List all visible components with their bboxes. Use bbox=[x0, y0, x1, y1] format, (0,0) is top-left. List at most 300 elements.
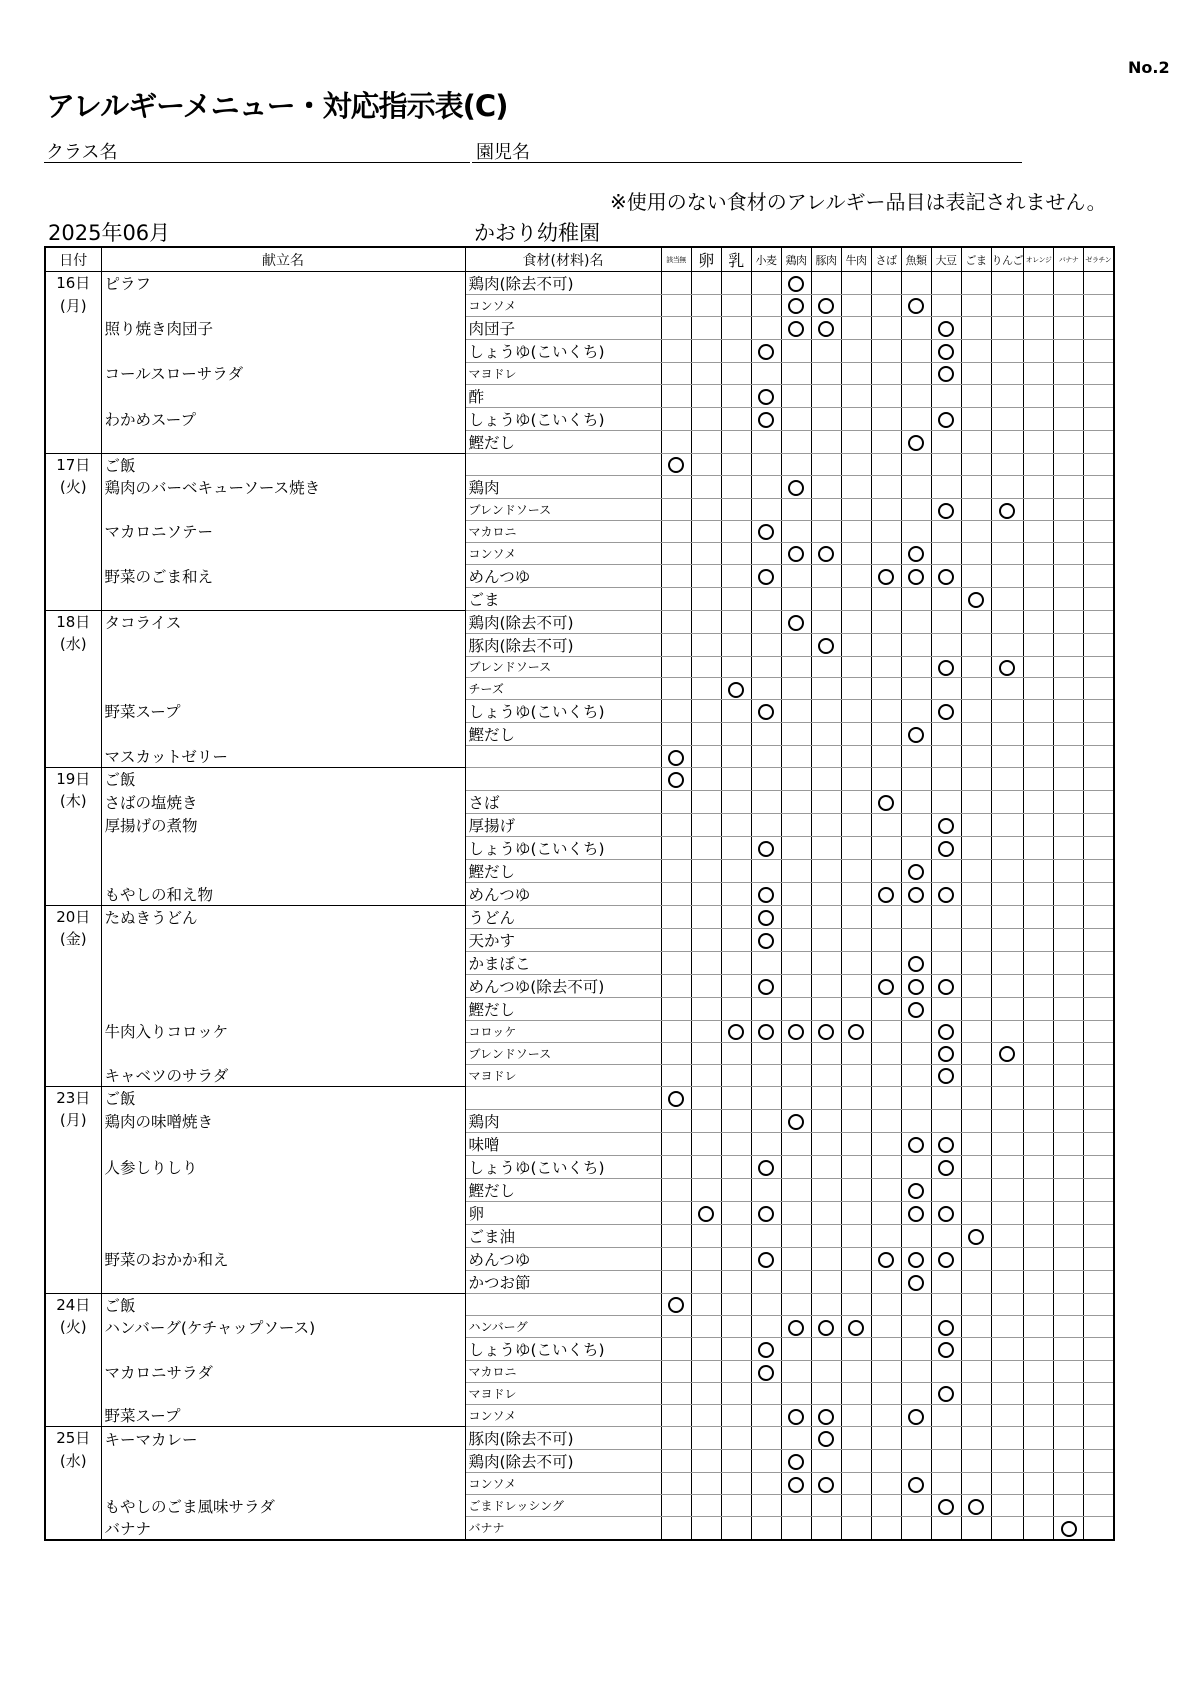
table-row bbox=[45, 316, 1114, 339]
allergen-cell bbox=[1054, 859, 1084, 882]
dish-name: 厚揚げの煮物 bbox=[101, 813, 465, 836]
date-cell bbox=[45, 1020, 101, 1042]
allergen-cell bbox=[901, 1495, 931, 1517]
ingredient-name: マヨドレ bbox=[465, 1064, 661, 1087]
allergen-cell bbox=[721, 905, 751, 928]
allergen-cell bbox=[871, 1020, 901, 1042]
allergen-cell bbox=[991, 1042, 1024, 1064]
date-cell bbox=[45, 1247, 101, 1270]
day-weekday: (火) bbox=[45, 476, 101, 499]
allergen-cell bbox=[811, 1087, 841, 1110]
allergen-cell bbox=[661, 1224, 691, 1247]
header-allergen-beef: 牛肉 bbox=[841, 247, 871, 272]
allergen-mark-circle-icon bbox=[788, 1320, 804, 1336]
allergen-cell bbox=[991, 1178, 1024, 1201]
ingredient-name: めんつゆ(除去不可) bbox=[465, 974, 661, 997]
allergen-cell bbox=[661, 882, 691, 905]
allergen-cell bbox=[781, 1178, 811, 1201]
allergen-mark-circle-icon bbox=[758, 389, 774, 405]
allergen-cell bbox=[1054, 476, 1084, 499]
allergen-cell bbox=[1084, 1427, 1114, 1450]
allergen-cell bbox=[751, 1042, 781, 1064]
allergen-cell bbox=[721, 1270, 751, 1293]
allergen-cell bbox=[661, 1042, 691, 1064]
ingredient-name: コロッケ bbox=[465, 1020, 661, 1042]
allergen-mark-circle-icon bbox=[788, 615, 804, 631]
allergen-cell bbox=[1054, 499, 1084, 521]
date-cell bbox=[45, 564, 101, 587]
header-allergen-apple: りんご bbox=[991, 247, 1024, 272]
allergen-mark-circle-icon bbox=[908, 546, 924, 562]
allergen-cell bbox=[1054, 1361, 1084, 1383]
header-allergen-banana: バナナ bbox=[1054, 247, 1084, 272]
allergen-cell bbox=[721, 499, 751, 521]
allergen-cell bbox=[781, 1132, 811, 1155]
allergen-cell bbox=[961, 1132, 991, 1155]
allergen-cell bbox=[811, 362, 841, 384]
dish-name: わかめスープ bbox=[101, 407, 465, 430]
table-row bbox=[45, 407, 1114, 430]
table-row bbox=[45, 453, 1114, 476]
table-row bbox=[45, 678, 1114, 700]
allergen-cell bbox=[661, 1427, 691, 1450]
allergen-cell bbox=[1024, 633, 1054, 656]
allergen-cell bbox=[721, 1132, 751, 1155]
allergen-cell bbox=[961, 1495, 991, 1517]
day-weekday: (木) bbox=[45, 790, 101, 813]
allergen-cell bbox=[1024, 295, 1054, 317]
ingredient-name: 酢 bbox=[465, 384, 661, 407]
allergen-cell bbox=[1084, 339, 1114, 362]
allergen-mark-circle-icon bbox=[668, 1297, 684, 1313]
allergen-mark-circle-icon bbox=[788, 321, 804, 337]
header-menu: 献立名 bbox=[101, 247, 465, 272]
allergen-cell bbox=[811, 453, 841, 476]
allergen-cell bbox=[691, 520, 721, 542]
allergen-cell bbox=[691, 1042, 721, 1064]
allergen-cell bbox=[1084, 905, 1114, 928]
allergen-cell bbox=[1084, 384, 1114, 407]
allergen-cell bbox=[931, 928, 961, 951]
allergen-mark-circle-icon bbox=[938, 1024, 954, 1040]
allergen-cell bbox=[1084, 1247, 1114, 1270]
allergen-cell bbox=[751, 997, 781, 1020]
allergen-cell bbox=[781, 951, 811, 974]
allergen-cell bbox=[901, 1178, 931, 1201]
allergen-cell bbox=[661, 1361, 691, 1383]
allergen-cell bbox=[901, 295, 931, 317]
allergen-cell bbox=[871, 1338, 901, 1361]
allergen-cell bbox=[691, 476, 721, 499]
table-row bbox=[45, 1383, 1114, 1405]
allergen-cell bbox=[1024, 951, 1054, 974]
allergen-cell bbox=[751, 859, 781, 882]
date-cell bbox=[45, 699, 101, 722]
allergen-cell bbox=[691, 1338, 721, 1361]
allergen-mark-circle-icon bbox=[908, 1002, 924, 1018]
table-row bbox=[45, 1361, 1114, 1383]
allergen-mark-circle-icon bbox=[938, 503, 954, 519]
allergen-cell bbox=[721, 316, 751, 339]
allergen-cell bbox=[811, 813, 841, 836]
allergen-cell bbox=[751, 339, 781, 362]
allergen-cell bbox=[721, 1087, 751, 1110]
allergen-mark-circle-icon bbox=[818, 1409, 834, 1425]
table-row bbox=[45, 295, 1114, 317]
allergen-cell bbox=[991, 656, 1024, 678]
allergen-cell bbox=[1054, 1064, 1084, 1087]
allergen-cell bbox=[841, 295, 871, 317]
ingredient-name: ごま油 bbox=[465, 1224, 661, 1247]
dish-name bbox=[101, 1201, 465, 1224]
allergen-cell bbox=[1084, 272, 1114, 295]
allergen-cell bbox=[721, 928, 751, 951]
table-row bbox=[45, 997, 1114, 1020]
allergen-cell bbox=[931, 1450, 961, 1473]
dish-name bbox=[101, 1042, 465, 1064]
allergen-cell bbox=[931, 476, 961, 499]
allergen-cell bbox=[751, 520, 781, 542]
allergen-cell bbox=[1054, 610, 1084, 633]
allergen-cell bbox=[931, 1495, 961, 1517]
allergen-cell bbox=[781, 407, 811, 430]
allergen-mark-circle-icon bbox=[758, 1252, 774, 1268]
table-row bbox=[45, 520, 1114, 542]
ingredient-name: 鰹だし bbox=[465, 722, 661, 745]
allergen-cell bbox=[901, 384, 931, 407]
allergen-cell bbox=[1054, 295, 1084, 317]
table-row bbox=[45, 1495, 1114, 1517]
allergen-cell bbox=[841, 790, 871, 813]
date-cell bbox=[45, 656, 101, 678]
allergen-cell bbox=[781, 1042, 811, 1064]
allergen-cell bbox=[841, 1450, 871, 1473]
allergen-cell bbox=[901, 974, 931, 997]
allergen-cell bbox=[691, 1404, 721, 1427]
allergen-cell bbox=[931, 882, 961, 905]
ingredient-name: バナナ bbox=[465, 1517, 661, 1540]
allergen-cell bbox=[1054, 1042, 1084, 1064]
allergen-cell bbox=[781, 722, 811, 745]
allergen-mark-circle-icon bbox=[758, 1024, 774, 1040]
allergen-cell bbox=[811, 1132, 841, 1155]
allergen-cell bbox=[901, 316, 931, 339]
allergen-cell bbox=[661, 813, 691, 836]
allergen-cell bbox=[691, 384, 721, 407]
allergen-cell bbox=[691, 790, 721, 813]
allergen-cell bbox=[841, 1020, 871, 1042]
allergen-mark-circle-icon bbox=[908, 1252, 924, 1268]
allergen-cell bbox=[721, 1109, 751, 1132]
allergen-mark-circle-icon bbox=[788, 276, 804, 292]
allergen-cell bbox=[841, 836, 871, 859]
allergen-cell bbox=[841, 362, 871, 384]
allergen-cell bbox=[931, 1020, 961, 1042]
allergen-cell bbox=[661, 1404, 691, 1427]
allergen-cell bbox=[991, 1247, 1024, 1270]
allergen-cell bbox=[811, 790, 841, 813]
allergen-cell bbox=[931, 633, 961, 656]
allergen-cell bbox=[1084, 587, 1114, 610]
ingredient-name: しょうゆ(こいくち) bbox=[465, 1155, 661, 1178]
dish-name bbox=[101, 542, 465, 564]
ingredient-name: ハンバーグ bbox=[465, 1316, 661, 1338]
allergen-cell bbox=[661, 453, 691, 476]
allergen-mark-circle-icon bbox=[908, 298, 924, 314]
allergen-cell bbox=[931, 905, 961, 928]
allergen-cell bbox=[1024, 1316, 1054, 1338]
allergen-cell bbox=[721, 1338, 751, 1361]
allergen-cell bbox=[691, 362, 721, 384]
allergen-cell bbox=[721, 610, 751, 633]
date-cell bbox=[45, 1404, 101, 1427]
allergen-cell bbox=[841, 656, 871, 678]
allergen-cell bbox=[661, 1109, 691, 1132]
allergen-cell bbox=[871, 339, 901, 362]
allergen-cell bbox=[991, 1450, 1024, 1473]
allergen-mark-circle-icon bbox=[758, 979, 774, 995]
allergen-cell bbox=[751, 384, 781, 407]
ingredient-name: コンソメ bbox=[465, 1404, 661, 1427]
allergen-cell bbox=[1054, 542, 1084, 564]
allergen-cell bbox=[811, 430, 841, 453]
allergen-cell bbox=[871, 1247, 901, 1270]
allergen-cell bbox=[991, 699, 1024, 722]
allergen-cell bbox=[811, 316, 841, 339]
allergen-mark-circle-icon bbox=[938, 1499, 954, 1515]
allergen-cell bbox=[841, 1270, 871, 1293]
allergen-mark-circle-icon bbox=[758, 841, 774, 857]
allergen-cell bbox=[841, 453, 871, 476]
table-row bbox=[45, 499, 1114, 521]
ingredient-name: ごま bbox=[465, 587, 661, 610]
day-date: 17日 bbox=[45, 453, 101, 476]
allergen-cell bbox=[931, 1042, 961, 1064]
allergen-cell bbox=[721, 633, 751, 656]
allergen-cell bbox=[721, 407, 751, 430]
allergen-cell bbox=[751, 295, 781, 317]
table-row bbox=[45, 1132, 1114, 1155]
allergen-cell bbox=[991, 882, 1024, 905]
allergen-cell bbox=[751, 1064, 781, 1087]
allergen-cell bbox=[691, 905, 721, 928]
allergen-cell bbox=[1024, 905, 1054, 928]
allergen-cell bbox=[691, 1316, 721, 1338]
allergen-cell bbox=[1024, 678, 1054, 700]
allergen-cell bbox=[811, 339, 841, 362]
ingredient-name: 味噌 bbox=[465, 1132, 661, 1155]
date-cell bbox=[45, 1338, 101, 1361]
date-cell bbox=[45, 1473, 101, 1495]
allergen-cell bbox=[751, 1495, 781, 1517]
allergen-mark-circle-icon bbox=[848, 1320, 864, 1336]
allergen-cell bbox=[871, 1042, 901, 1064]
allergen-cell bbox=[961, 1247, 991, 1270]
allergen-cell bbox=[751, 656, 781, 678]
allergen-cell bbox=[751, 362, 781, 384]
allergen-cell bbox=[661, 339, 691, 362]
allergen-cell bbox=[901, 882, 931, 905]
allergen-cell bbox=[811, 882, 841, 905]
allergen-cell bbox=[721, 1178, 751, 1201]
class-name-field-line bbox=[44, 162, 470, 163]
allergen-cell bbox=[721, 1293, 751, 1316]
header-allergen-egg: 卵 bbox=[691, 247, 721, 272]
allergen-cell bbox=[811, 905, 841, 928]
allergen-cell bbox=[931, 745, 961, 768]
allergen-cell bbox=[841, 1404, 871, 1427]
table-row bbox=[45, 542, 1114, 564]
allergen-cell bbox=[871, 316, 901, 339]
allergen-cell bbox=[991, 520, 1024, 542]
ingredient-name: 鶏肉(除去不可) bbox=[465, 610, 661, 633]
header-allergen-chicken: 鶏肉 bbox=[781, 247, 811, 272]
dish-name: マカロニソテー bbox=[101, 520, 465, 542]
dish-name: 鶏肉のバーベキューソース焼き bbox=[101, 476, 465, 499]
allergen-cell bbox=[991, 678, 1024, 700]
header-allergen-mackerel: さば bbox=[871, 247, 901, 272]
table-row bbox=[45, 859, 1114, 882]
allergen-cell bbox=[751, 1155, 781, 1178]
allergen-cell bbox=[1024, 542, 1054, 564]
allergen-cell bbox=[721, 1020, 751, 1042]
allergen-cell bbox=[1024, 790, 1054, 813]
allergen-cell bbox=[961, 859, 991, 882]
table-row bbox=[45, 1404, 1114, 1427]
allergen-cell bbox=[1054, 1293, 1084, 1316]
allergen-cell bbox=[811, 1247, 841, 1270]
allergen-cell bbox=[751, 430, 781, 453]
table-row bbox=[45, 1020, 1114, 1042]
allergen-cell bbox=[991, 1109, 1024, 1132]
allergen-cell bbox=[751, 1087, 781, 1110]
allergen-cell bbox=[901, 1338, 931, 1361]
dish-name: 人参しりしり bbox=[101, 1155, 465, 1178]
allergen-cell bbox=[691, 1247, 721, 1270]
day-date: 16日 bbox=[45, 272, 101, 295]
allergen-cell bbox=[1024, 1338, 1054, 1361]
allergen-mark-circle-icon bbox=[908, 569, 924, 585]
allergen-cell bbox=[991, 1495, 1024, 1517]
allergen-cell bbox=[691, 974, 721, 997]
allergen-cell bbox=[991, 722, 1024, 745]
allergen-cell bbox=[1084, 1270, 1114, 1293]
allergen-cell bbox=[1024, 699, 1054, 722]
allergen-cell bbox=[901, 1132, 931, 1155]
allergen-cell bbox=[1084, 499, 1114, 521]
allergen-cell bbox=[811, 699, 841, 722]
allergy-menu-table bbox=[44, 246, 1115, 1541]
allergen-cell bbox=[721, 974, 751, 997]
table-row bbox=[45, 1087, 1114, 1110]
allergen-cell bbox=[841, 1064, 871, 1087]
allergen-cell bbox=[811, 678, 841, 700]
dish-name bbox=[101, 1224, 465, 1247]
allergen-cell bbox=[991, 1270, 1024, 1293]
allergen-cell bbox=[931, 1383, 961, 1405]
header-allergen-orange: オレンジ bbox=[1024, 247, 1054, 272]
allergen-cell bbox=[691, 1201, 721, 1224]
allergen-cell bbox=[751, 1316, 781, 1338]
allergen-cell bbox=[721, 272, 751, 295]
allergen-cell bbox=[901, 813, 931, 836]
ingredient-name: かつお節 bbox=[465, 1270, 661, 1293]
allergen-cell bbox=[991, 587, 1024, 610]
allergen-cell bbox=[1054, 1495, 1084, 1517]
allergen-cell bbox=[991, 272, 1024, 295]
allergen-cell bbox=[1084, 453, 1114, 476]
allergen-cell bbox=[661, 1155, 691, 1178]
allergen-cell bbox=[1084, 430, 1114, 453]
allergen-cell bbox=[1084, 656, 1114, 678]
allergen-cell bbox=[1024, 1293, 1054, 1316]
allergen-cell bbox=[751, 1383, 781, 1405]
allergen-cell bbox=[841, 1427, 871, 1450]
allergen-cell bbox=[721, 339, 751, 362]
day-date: 25日 bbox=[45, 1427, 101, 1450]
allergen-mark-circle-icon bbox=[788, 1477, 804, 1493]
allergen-cell bbox=[781, 1473, 811, 1495]
header-date: 日付 bbox=[45, 247, 101, 272]
ingredient-name: 鰹だし bbox=[465, 430, 661, 453]
allergen-cell bbox=[991, 790, 1024, 813]
allergen-cell bbox=[961, 882, 991, 905]
allergen-cell bbox=[1054, 882, 1084, 905]
allergen-cell bbox=[871, 1517, 901, 1540]
allergen-cell bbox=[841, 997, 871, 1020]
allergen-cell bbox=[721, 699, 751, 722]
allergen-mark-circle-icon bbox=[968, 592, 984, 608]
dish-name bbox=[101, 1132, 465, 1155]
allergen-cell bbox=[841, 499, 871, 521]
allergen-cell bbox=[691, 656, 721, 678]
dish-name: ハンバーグ(ケチャップソース) bbox=[101, 1316, 465, 1338]
allergen-cell bbox=[751, 1450, 781, 1473]
allergen-cell bbox=[721, 1517, 751, 1540]
allergen-cell bbox=[1054, 656, 1084, 678]
ingredient-name: 鶏肉(除去不可) bbox=[465, 272, 661, 295]
allergen-cell bbox=[751, 476, 781, 499]
allergen-cell bbox=[721, 476, 751, 499]
allergen-cell bbox=[751, 407, 781, 430]
allergen-mark-circle-icon bbox=[788, 1114, 804, 1130]
allergen-cell bbox=[961, 1383, 991, 1405]
allergen-cell bbox=[661, 1178, 691, 1201]
dish-name bbox=[101, 1338, 465, 1361]
table-row bbox=[45, 790, 1114, 813]
allergen-cell bbox=[781, 499, 811, 521]
allergen-cell bbox=[661, 1020, 691, 1042]
allergen-mark-circle-icon bbox=[668, 457, 684, 473]
allergen-mark-circle-icon bbox=[908, 864, 924, 880]
allergen-cell bbox=[931, 339, 961, 362]
allergen-mark-circle-icon bbox=[818, 638, 834, 654]
allergen-cell bbox=[991, 1361, 1024, 1383]
allergen-cell bbox=[1084, 1495, 1114, 1517]
allergen-cell bbox=[1054, 1132, 1084, 1155]
allergen-cell bbox=[751, 453, 781, 476]
allergen-mark-circle-icon bbox=[999, 503, 1015, 519]
allergen-cell bbox=[871, 859, 901, 882]
allergen-cell bbox=[781, 1293, 811, 1316]
allergen-cell bbox=[991, 430, 1024, 453]
allergen-cell bbox=[721, 564, 751, 587]
allergen-cell bbox=[811, 768, 841, 791]
allergen-cell bbox=[1084, 1178, 1114, 1201]
allergen-cell bbox=[811, 1404, 841, 1427]
allergen-cell bbox=[991, 905, 1024, 928]
allergen-note: ※使用のない食材のアレルギー品目は表記されません。 bbox=[610, 190, 1107, 214]
